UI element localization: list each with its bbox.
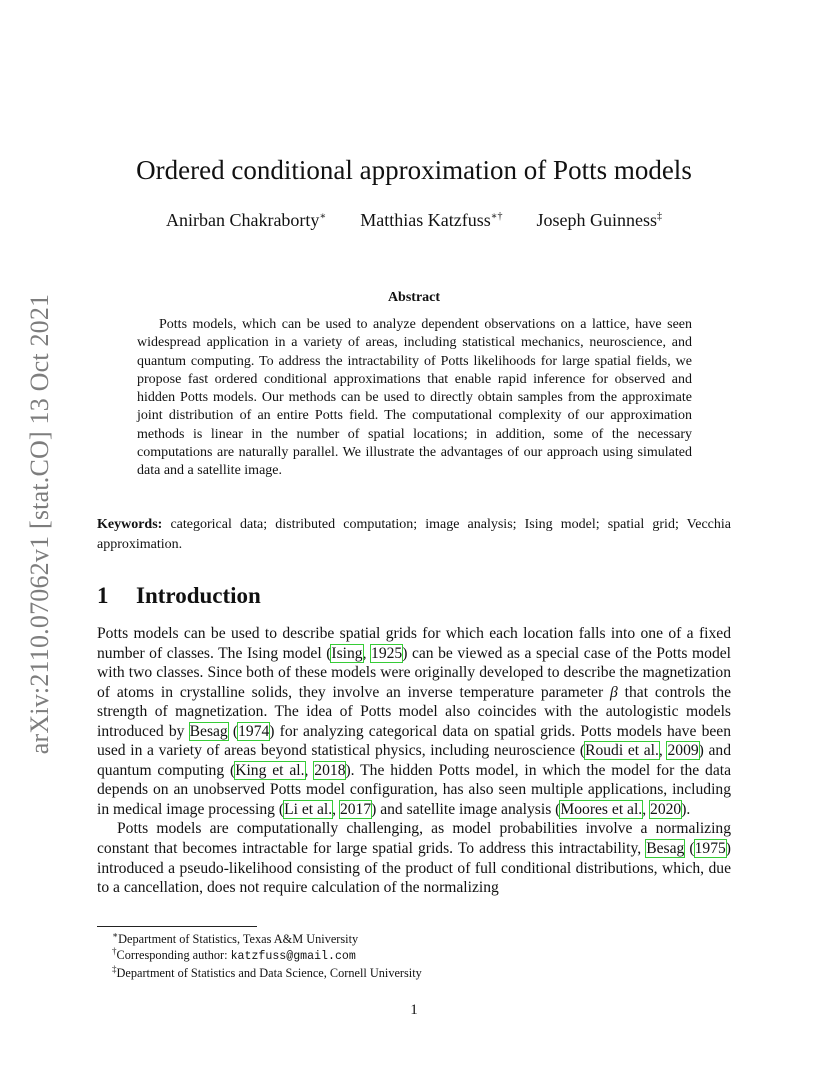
citation-link[interactable]: Moores et al.: [560, 800, 643, 818]
author-name: Joseph Guinness: [536, 210, 658, 230]
author-footnote-mark[interactable]: ‡: [657, 211, 663, 222]
beta-symbol: β: [610, 683, 618, 701]
author-footnote-mark[interactable]: ∗†: [490, 211, 503, 222]
footnote: [112, 947, 422, 965]
text-run: ,: [332, 800, 340, 818]
paragraph: [97, 819, 731, 897]
text-run: Potts models can be used to describe spatial grids for which each location falls into one of a fixed number of classes. The Ising model (: [97, 625, 731, 662]
section-number: 1: [97, 583, 109, 608]
body-text: [97, 624, 731, 898]
footnotes: [112, 931, 422, 981]
citation-link[interactable]: 2009: [667, 742, 699, 760]
text-run: (: [227, 722, 239, 740]
paragraph: [97, 624, 731, 819]
keywords-text: categorical data; distributed computation; image analysis; Ising model; spatial grid; Vecchia approximation.: [97, 517, 731, 552]
citation-link[interactable]: Besag: [189, 722, 228, 740]
text-run: ,: [642, 800, 651, 818]
text-run: ,: [658, 742, 668, 760]
text-run: ).: [681, 800, 691, 818]
citation-link[interactable]: Ising: [331, 644, 363, 662]
keywords: [97, 515, 731, 554]
citation-link[interactable]: 2017: [339, 800, 372, 818]
page-number: 1: [410, 1002, 418, 1018]
arxiv-identifier[interactable]: arXiv:2110.07062v1 [stat.CO] 13 Oct 2021: [25, 293, 54, 755]
citation-link[interactable]: King et al.: [235, 761, 305, 779]
footnote-text: Department of Statistics, Texas A&M University: [118, 932, 359, 946]
section-heading: [97, 580, 261, 612]
footnote: [112, 931, 422, 947]
author-name: Matthias Katzfuss: [360, 210, 491, 230]
footnote-mark: †: [112, 946, 117, 956]
footnote-text: Department of Statistics and Data Science, Cornell University: [116, 966, 422, 980]
citation-link[interactable]: 2018: [314, 761, 346, 779]
text-run: ) for analyzing categorical data on spatial grids. Potts models have been used in a variety of areas beyond statistical physics, including neuroscience (: [97, 722, 732, 760]
citation-link[interactable]: 1925: [371, 644, 403, 662]
text-run: Potts models are computationally challenging, as model probabilities involve a normalizing constant that becomes intractable for large spatial grids. To address this intractability,: [97, 820, 731, 858]
footnote: [112, 965, 422, 981]
citation-link[interactable]: Roudi et al.: [585, 742, 659, 760]
paper-title: Ordered conditional approximation of Potts models: [136, 155, 692, 185]
text-run: ) introduced a pseudo-likelihood consisting of the product of full conditional distributions, which, due to a cancellation, does not require calculation of the normalizing: [97, 840, 731, 897]
abstract-heading: Abstract: [387, 290, 441, 305]
footnote-text: Corresponding author:: [116, 948, 231, 962]
email-address: katzfuss@gmail.com: [230, 950, 356, 963]
citation-link[interactable]: 1974: [238, 722, 270, 740]
footnote-mark: ∗: [112, 930, 119, 940]
author-footnote-mark[interactable]: ∗: [319, 211, 327, 222]
abstract-text: Potts models, which can be used to analyze dependent observations on a lattice, have seen widespread application in a variety of areas, including statistical mechanics, neuroscience, and quantum computing. To address the intractability of Potts likelihoods for large spatial fields, we propose fast ordered conditional approximations that enable rapid inference for observed and hidden Potts models. Our methods can be used to directly obtain samples from the approximate joint distribution of an entire Potts field. The computational complexity of our approximation methods is linear in the number of spatial locations; in addition, some of the necessary computations are naturally parallel. We illustrate the advantages of our approach using simulated data and a satellite image.: [137, 317, 692, 479]
author-name: Anirban Chakraborty: [165, 210, 320, 230]
text-run: that controls the strength of magnetization. The idea of Potts model also coincides with the autologistic models introduced by: [97, 683, 731, 740]
text-run: ,: [304, 761, 315, 779]
citation-link[interactable]: Li et al.: [284, 800, 333, 818]
text-run: ) and satellite image analysis (: [371, 800, 561, 818]
text-run: ) can be viewed as a special case of the Potts model with two classes. Since both of these models were originally developed to describe the magnetization of atoms in crystalline solids, they involve an inverse temperature parameter: [97, 644, 731, 701]
footnote-divider: [97, 926, 257, 927]
text-run: (: [684, 840, 695, 858]
author: [166, 207, 326, 233]
text-run: ) and quantum computing (: [97, 742, 732, 779]
text-run: ). The hidden Potts model, in which the model for the data depends on an unobserved Potts model configuration, has also seen multiple applications, including in medical image processing (: [97, 761, 732, 818]
citation-link[interactable]: Besag: [646, 840, 685, 858]
author: [537, 207, 663, 233]
arxiv-stamp: [18, 287, 62, 761]
section-title: Introduction: [136, 583, 261, 608]
text-run: ,: [362, 644, 372, 662]
author: [360, 207, 502, 233]
author-list: [100, 207, 728, 233]
citation-link[interactable]: 2020: [650, 800, 682, 818]
footnote-mark: ‡: [112, 964, 117, 974]
keywords-label: Keywords:: [97, 517, 163, 532]
citation-link[interactable]: 1975: [694, 840, 726, 858]
